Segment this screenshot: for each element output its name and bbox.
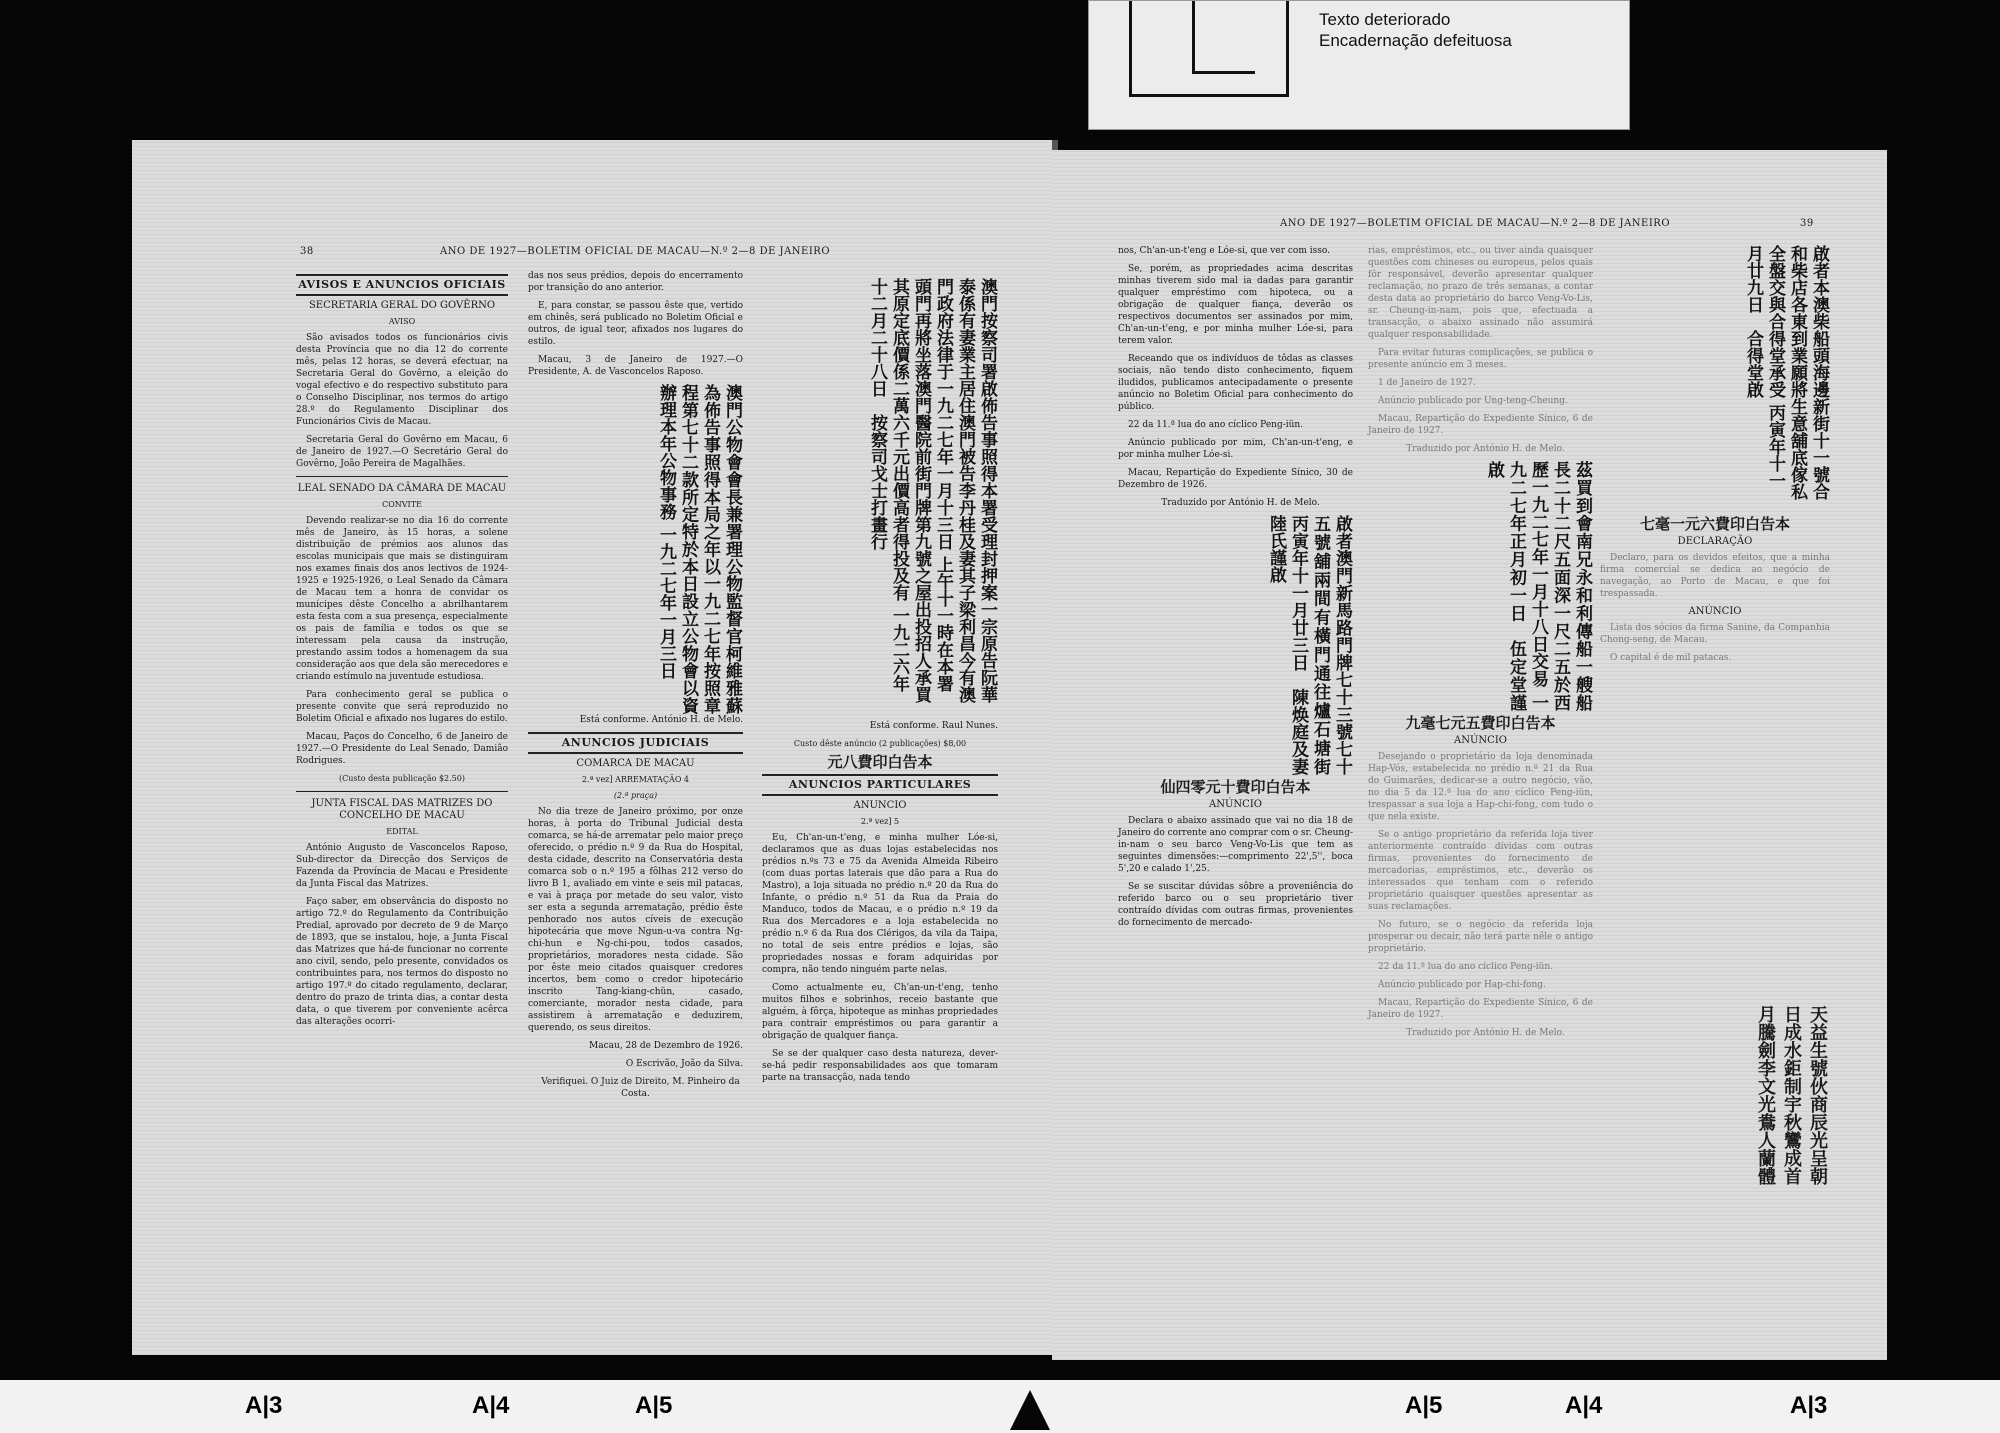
anuncio2-text: Declara o abaixo assinado que vai no dia 18 de Janeiro do corrente ano comprar com o sr. Cheung-in-nam o seu barco Veng-Vo-Lis que tem as seguintes dimensões:—comprimento 22',5'', boca 5',20 e calado 1',25. [1118, 816, 1353, 874]
tape-mark-a5-left: A|5 [635, 1392, 673, 1419]
anuncio2-text-2: Se se suscitar dúvidas sôbre a proveniência do referido barco ou o seu proprietário tiver contraído dívidas com outras firmas, provenientes do fornecimento de mercado- [1118, 882, 1353, 928]
boat-notice-date: 一九二七年正月初一日 伍定堂謹啟 [1484, 461, 1548, 711]
condition-notes [1319, 9, 1512, 51]
chinese-cost-2: 仙四零元十費印白告本 [1160, 778, 1311, 796]
anuncio3-text: Desejando o proprietário da loja denominada Hap-Vós, estabelecida no prédio n.º 21 da Rua do Guimarães, dedicar-se a outro negócio, vão, no dia 5 da 12.ª lua do ano cíclico Peng-iün, trespassar a sua loja a Hap-chi-fong, com tudo o que nela existe. [1368, 752, 1593, 822]
divider [296, 476, 508, 477]
convite-text-2: Para conhecimento geral se publica o presente convite que será reproduzido no Boletim Oficial e afixado nos lugares do estilo. [296, 690, 508, 724]
sec-geral-heading: SECRETARIA GERAL DO GOVÊRNO [308, 300, 496, 311]
right-col1-sign: 22 da 11.ª lua do ano cíclico Peng-iün. [1128, 420, 1304, 430]
arrematacao-label: 2.ª vez] ARREMATAÇÃO 4 [581, 775, 690, 784]
tape-mark-a4-left: A|4 [472, 1392, 510, 1419]
right-col2-top: rias, empréstimos, etc., ou tiver ainda quaisquer questões com chineses ou europeus, pelos quais fôr responsável, deverão apresentar qualquer reclamação, no prazo de três semanas, a contar desta data ao proprietário do barco Veng-Vo-Lis, sr. Cheung-in-nam, pois que, efectuada a transacção, o abaixo assinado não assumirá qualquer responsabilidade. [1368, 246, 1593, 340]
juiz-sign: Verifiquei. O Juiz de Direito, M. Pinheiro da Costa. [541, 1077, 740, 1099]
col2-top: das nos seus prédios, depois do encerramento por transição do ano anterior. [528, 271, 743, 293]
chinese-boat-notice [1368, 461, 1593, 711]
aviso-label: AVISO [388, 317, 416, 326]
chan-notice-date: 丙寅年十一月廿三日 陳焕庭及妻陸氏謹啟 [1266, 515, 1308, 775]
partner-names-col-1: 天益生號伙商辰光呈朝 [1807, 1005, 1828, 1185]
anuncio3-sign-3: Macau, Repartição do Expediente Sínico, 6 de Janeiro de 1927. [1368, 998, 1593, 1020]
chinese-notice-block [528, 384, 743, 714]
chinese-hop-tak-notice [1600, 245, 1830, 505]
col2-conforme: Está conforme. António H. de Melo. [579, 715, 743, 725]
anuncio2-label: ANÚNCIO [1209, 799, 1262, 810]
chinese-notice-text: 澳門公物會會長兼署理公物監督官柯維雅蘇為佈告事照得本局之年以一九二七年按照章程第七十二款所定特於本日設立公物會以資辦理本年公物事務 [656, 384, 742, 714]
right-column-1 [1118, 245, 1353, 1245]
aviso-text: São avisados todos os funcionários civis desta Província que no dia 12 do corrente mês, pelas 12 horas, se deverá efectuar, na Secretaria Geral do Govêrno, a eleição do vogal efectivo e do respectivo substituto para o Conselho Disciplinar, nos termos do artigo 28.º do Regulamento Disciplinar dos Funcionários Civis de Macau. [296, 333, 508, 427]
anuncio3-trad: Traduzido por António H. de Melo. [1406, 1028, 1565, 1038]
convite-cost: (Custo desta publicação $2.50) [339, 774, 465, 783]
hop-tak-notice-text: 啟者本澳柴船頭海邊新街十一號合和柴店各東到業願將生意舖底傢私全盤交與合得堂承受 [1765, 245, 1829, 500]
partner-names-block [1600, 1005, 1830, 1205]
right-running-head: ANO DE 1927—BOLETIM OFICIAL DE MACAU—N.º 2—8 DE JANEIRO [1280, 218, 1671, 229]
convite-label: CONVITE [382, 500, 422, 509]
left-column-2 [528, 270, 743, 1270]
right-col1-sign-2: Anúncio publicado por mim, Ch'an-un-t'eng, e por minha mulher Lóe-si. [1118, 438, 1353, 460]
left-running-head: ANO DE 1927—BOLETIM OFICIAL DE MACAU—N.º 2—8 DE JANEIRO [440, 246, 831, 257]
escrivao-sign: O Escrivão, João da Silva. [625, 1059, 743, 1069]
divider [296, 791, 508, 792]
anuncio-label: ANUNCIO [853, 800, 907, 811]
edital-label: EDITAL [386, 827, 418, 836]
court-notice-line-2: 上午十一時在本署頭門再將坐落澳門醫院前街門牌第九號之屋出投招人承買其原定底價係二萬六千元出價高者得投及有 [889, 278, 953, 703]
right-column-2 [1368, 245, 1593, 1245]
arrematacao-text: No dia treze de Janeiro próximo, por onze horas, à porta do Tribunal Judicial desta comarca, se há-de arrematar pelo maior preço oferecido, o prédio n.º 9 da Rua do Hospital, desta cidade, descrito na Conservatória desta comarca sob o n.º 195 a fôlhas 212 verso do livro B 1, avaliado em vinte e seis mil patacas, e vai à praça por metade do seu valor, visto ser esta a segunda arrematação, prédio êste penhorado nos autos cíveis de execução hipotecária que move Ngun-u-va contra Ng-chi-hun e Ng-chi-pou, todos casados, proprietários, moradores nesta cidade. São por êste meio citados quaisquer credores incertos, bem como o credor hipotecário inscrito Tang-kiang-chün, casado, comerciante, morador nesta cidade, para assistirem à arrematação e deduzirem, querendo, os seus direitos. [528, 807, 743, 1033]
right-col1-p3: Receando que os indivíduos de tôdas as classes sociais, não tendo disto conhecimento, fiquem iludidos, publicamos antecipadamente o presente anúncio no Boletim Oficial para conhecimento do público. [1118, 354, 1353, 412]
tape-mark-a5-right: A|5 [1405, 1392, 1443, 1419]
anuncio-text-3: Se se der qualquer caso desta natureza, dever-se-há pedir responsabilidades aos que tomaram parte na transacção, nada tendo [762, 1049, 998, 1083]
convite-sign: Macau, Paços do Concelho, 6 de Janeiro de 1927.—O Presidente do Leal Senado, Damião Rodrigues. [296, 732, 508, 766]
anuncio-text-2: Como actualmente eu, Ch'an-un-t'eng, tenho muitos filhos e sobrinhos, receio bastante que alguém, à fôrça, hipoteque as minhas propriedades para contrair empréstimos ou para garantir a obrigação de qualquer fiança. [762, 983, 998, 1041]
praca-label: (2.ª praça) [613, 791, 658, 800]
page-outline-inner [1192, 1, 1255, 74]
anuncio-vez: 2.ª vez] 5 [860, 817, 900, 826]
left-page-number: 38 [300, 246, 314, 257]
boat-notice-text: 茲買到會南兄永和利傳船一艘船長二十二尺五面深一尺二五於西歷一九二七年一月十八日交易 [1528, 461, 1592, 711]
court-notice-line-1: 澳門按察司署啟佈告事照得本署受理封押案一宗原告阮華泰係有妻業主居住澳門被告李丹桂及妻其子梁利昌今有澳門政府法律于一九二七年一月十三日 [933, 278, 997, 703]
right-col2-trad: Traduzido por António H. de Melo. [1406, 444, 1565, 454]
chan-notice-text: 啟者澳門新馬路門牌七十三號七十五號舖兩間有橫門通往爐石塘街 [1310, 515, 1352, 775]
left-column-1 [296, 270, 508, 1270]
chinese-court-notice [762, 278, 998, 708]
comarca-heading: COMARCA DE MACAU [576, 758, 695, 769]
col2-sign: Macau, 3 de Janeiro de 1927.—O Presidente, A. de Vasconcelos Raposo. [528, 355, 743, 377]
leal-senado-heading: LEAL SENADO DA CÂMARA DE MACAU [297, 483, 507, 494]
film-strip [0, 1380, 2000, 1433]
chinese-cost-3: 九毫七元五費印白告本 [1405, 714, 1556, 732]
anuncio3-sign-2: Anúncio publicado por Hap-chi-fong. [1378, 980, 1546, 990]
right-col1-trad: Traduzido por António H. de Melo. [1161, 498, 1320, 508]
tape-mark-a3-right: A|3 [1790, 1392, 1828, 1419]
anuncio4-text-2: O capital é de mil patacas. [1610, 653, 1732, 663]
right-col2-p2: Para evitar futuras complicações, se publica o presente anúncio em 3 meses. [1368, 348, 1593, 370]
right-col1-p2: Se, porém, as propriedades acima descritas minhas tiverem sido mal ia dadas para garantir qualquer empréstimo com hipoteca, ou a obrigação de qualquer fiança, deverão os respectivos documentos ser assinados por mim, Ch'an-un-t'eng, e por minha mulher Lóe-si, para terem valor. [1118, 264, 1353, 346]
anuncio3-text-3: No futuro, se o negócio da referida loja prosperar ou decair, não terá parte nêle o antigo proprietário. [1368, 920, 1593, 954]
anuncio3-sign: 22 da 11.ª lua do ano cíclico Peng-iün. [1378, 962, 1554, 972]
judiciais-heading: ANUNCIOS JUDICIAIS [528, 732, 743, 754]
declaracao-heading: DECLARAÇÃO [1677, 536, 1753, 547]
partner-names-col-2: 日成水鉅制宇秋鸞成首 [1781, 1005, 1802, 1185]
condition-note-binding: Encadernação defeituosa [1319, 31, 1512, 50]
section-title: AVISOS E ANUNCIOS OFICIAIS [296, 274, 508, 296]
partner-names-col-3: 月騰劍李文光鴦人蘭體 [1755, 1005, 1776, 1185]
anuncio3-label: ANÚNCIO [1454, 735, 1507, 746]
right-col2-sign: 1 de Janeiro de 1927. [1378, 378, 1476, 388]
right-col2-sign-2: Anúncio publicado por Ung-teng-Cheung. [1378, 396, 1568, 406]
hop-tak-notice-date: 丙寅年十一月廿九日 合得堂啟 [1743, 245, 1785, 489]
col4-conforme: Está conforme. Raul Nunes. [869, 721, 998, 731]
chinese-cost-4: 七毫一元六費印白告本 [1639, 515, 1790, 533]
right-col1-sign-3: Macau, Repartição do Expediente Sínico, 30 de Dezembro de 1926. [1118, 468, 1353, 490]
chinese-chan-notice [1118, 515, 1353, 775]
chinese-cost-1: 元八費印白告本 [827, 753, 933, 771]
anuncio4-label: ANÚNCIO [1688, 606, 1742, 617]
particulares-heading: ANUNCIOS PARTICULARES [762, 774, 998, 796]
right-page-number: 39 [1800, 218, 1814, 229]
tape-mark-a4-right: A|4 [1565, 1392, 1603, 1419]
anuncio3-text-2: Se o antigo proprietário da referida loja tiver anteriormente contraído dívidas com outras firmas, provenientes do fornecimento de mercadorias, empréstimos, etc., deverão os interessados que tenham com o referido proprietário quaisquer questões apresentar as suas reclamações. [1368, 830, 1593, 912]
center-notch [1010, 1390, 1050, 1430]
anuncio4-text: Lista dos sócios da firma Sanine, da Companhia Chong-seng, de Macau. [1600, 623, 1830, 645]
edital-text: António Augusto de Vasconcelos Raposo, Sub-director da Direcção dos Serviços de Fazenda da Província de Macau e Presidente da Junta Fiscal das Matrizes. [296, 843, 508, 889]
junta-heading: JUNTA FISCAL DAS MATRIZES DO CONCELHO DE MACAU [311, 798, 493, 821]
col2-paragraph: E, para constar, se passou êste que, vertido em chinês, será publicado no Boletim Oficial e outros, de igual teor, afixados nos lugares do estilo. [528, 301, 743, 347]
convite-text: Devendo realizar-se no dia 16 do corrente mês de Janeiro, às 15 horas, a solene distribuição de prémios aos alunos das escolas municipais que mais se distinguiram nos exames finais dos anos lectivos de 1924-1925 e 1925-1926, o Leal Senado da Câmara de Macau tem a honra de convidar os munícipes dêste Concelho a abrilhantarem esta festa com a sua presença, especialmente os pais de família e todos os que se interessam pela causa da instrução, prestando assim todos a homenagem da sua consideração aos que dela são merecedores e criando estímulo na juventude estudiosa. [296, 516, 508, 682]
edital-text-2: Faço saber, em observância do disposto no artigo 72.º do Regulamento da Contribuição Predial, aprovado por decreto de 9 de Março de 1893, que se instalou, hoje, a Junta Fiscal das Matrizes que há-de funcionar no corrente ano civil, sendo, pelo presente, convidados os contribuintes para, nos termos do disposto no artigo 197.º do citado regulamento, declarar, dentro do prazo de trinta dias, a contar desta data, o que tiverem por conveniente acêrca das alterações ocorri- [296, 897, 508, 1027]
declaracao-text: Declaro, para os devidos efeitos, que a minha firma comercial se dedica ao negócio de navegação, ao Porto de Macau, e que foi trespassada. [1600, 553, 1830, 599]
right-col1-top: nos, Ch'an-un-t'eng e Lóe-si, que ver com isso. [1118, 246, 1330, 256]
page-outline-diagram [1129, 1, 1289, 97]
arrematacao-sign: Macau, 28 de Dezembro de 1926. [589, 1041, 743, 1051]
left-column-4 [762, 720, 998, 1280]
tape-mark-a3-left: A|3 [245, 1392, 283, 1419]
chinese-notice-date: 一九二七年一月三日 [656, 525, 676, 679]
anuncio-text: Eu, Ch'an-un-t'eng, e minha mulher Lóe-si, declaramos que as duas lojas estabelecidas nos prédios n.ºs 73 e 75 da Avenida Almeida Ribeiro (com duas portas laterais que dão para a Rua do Mastro), a loja situada no prédio n.º 20 da Rua do Infante, o prédio n.º 51 da Rua da Praia do Manduco, todos de Macau, e o prédio n.º 19 da Rua dos Mercadores e a loja estabelecida no prédio n.º 6 da Rua dos Clérigos, da vila da Taipa, no total de seis entre prédios e lojas, são propriedades nossas e foram adquiridas por compra, não tendo ninguém parte nelas. [762, 833, 998, 975]
right-col2-sign-3: Macau, Repartição do Expediente Sínico, 6 de Janeiro de 1927. [1368, 414, 1593, 436]
col4-cost: Custo dêste anúncio (2 publicações) $8,00 [793, 739, 967, 748]
aviso-sign: Secretaria Geral do Govêrno em Macau, 6 de Janeiro de 1927.—O Secretário Geral do Govêrno, João Pereira de Magalhães. [296, 435, 508, 469]
court-notice-date: 一九二六年十二月二十八日 按察司戈士打畫行 [867, 278, 909, 692]
condition-label-card [1088, 0, 1630, 130]
condition-note-text: Texto deteriorado [1319, 10, 1451, 29]
